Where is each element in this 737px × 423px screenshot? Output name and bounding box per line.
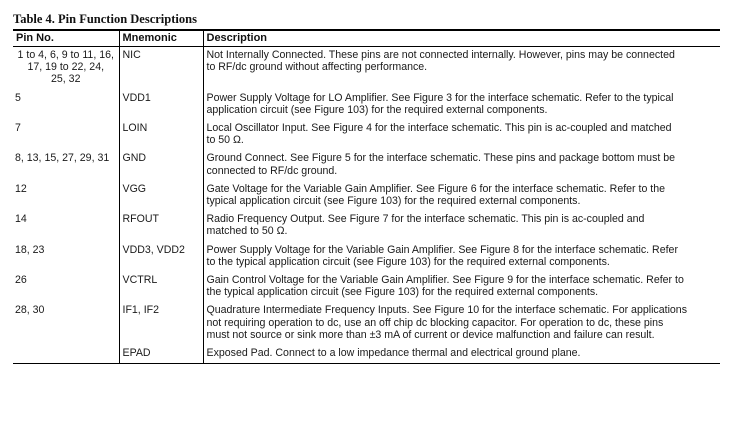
- pin-number-cell: [13, 345, 119, 364]
- table-row: [13, 345, 720, 364]
- description-line: Local Oscillator Input. See Figure 4 for the interface schematic. This pin is ac-coupled and matched: [206, 122, 672, 135]
- pin-number-line: 12: [15, 182, 27, 195]
- pin-number-cell: [13, 150, 119, 180]
- mnemonic-cell: VCTRL: [119, 272, 203, 302]
- description-cell: [203, 302, 720, 345]
- description-line: Gate Voltage for the Variable Gain Amplifier. See Figure 6 for the interface schematic. Refer to the: [206, 182, 666, 195]
- pin-number-line: 18, 23: [15, 243, 45, 256]
- mnemonic-cell: NIC: [119, 47, 203, 90]
- pin-number-line: 28, 30: [15, 304, 45, 317]
- table-row: [13, 150, 720, 180]
- table-row: [13, 90, 720, 120]
- pin-number-cell: [13, 211, 119, 241]
- description-line: Exposed Pad. Connect to a low impedance thermal and electrical ground plane.: [206, 347, 581, 360]
- pin-function-document: [13, 12, 720, 364]
- header-description: Description: [203, 30, 720, 47]
- table-header-row: [13, 30, 720, 47]
- pin-number-cell: [13, 302, 119, 345]
- description-cell: [203, 181, 720, 211]
- table-row: [13, 120, 720, 150]
- mnemonic-cell: LOIN: [119, 120, 203, 150]
- table-row: [13, 242, 720, 272]
- mnemonic-cell: GND: [119, 150, 203, 180]
- description-line: must not source or sink more than ±3 mA of current or device malfunction and failure can result.: [206, 328, 655, 341]
- table-row: [13, 211, 720, 241]
- header-mnemonic: Mnemonic: [119, 30, 203, 47]
- description-cell: [203, 345, 720, 364]
- description-line: Not Internally Connected. These pins are not connected internally. However, pins may be connected: [206, 49, 675, 61]
- mnemonic-cell: VDD3, VDD2: [119, 242, 203, 272]
- description-line: Radio Frequency Output. See Figure 7 for the interface schematic. This pin is ac-coupled and: [206, 213, 645, 226]
- table-title: Table 4. Pin Function Descriptions: [13, 12, 197, 26]
- pin-number-line: 14: [15, 213, 27, 226]
- description-line: to the typical application circuit (see Figure 103) for the required external components.: [206, 255, 610, 268]
- description-cell: [203, 90, 720, 120]
- description-cell: [203, 150, 720, 180]
- pin-number-cell: [13, 181, 119, 211]
- description-line: to RF/dc ground without affecting performance.: [206, 61, 428, 74]
- pin-function-table: [13, 29, 720, 364]
- pin-number-cell: [13, 47, 119, 90]
- table-row: [13, 181, 720, 211]
- mnemonic-cell: RFOUT: [119, 211, 203, 241]
- pin-number-cell: [13, 120, 119, 150]
- pin-number-cell: [13, 90, 119, 120]
- description-line: not requiring operation to dc, use an off chip dc blocking capacitor. For operation to dc, these pins: [206, 316, 664, 329]
- description-line: the typical application circuit (see Figure 103) for the required external components.: [206, 286, 599, 299]
- description-cell: [203, 211, 720, 241]
- pin-number-line: 25, 32: [51, 73, 81, 86]
- header-pin-no: Pin No.: [13, 30, 119, 47]
- description-line: Power Supply Voltage for LO Amplifier. See Figure 3 for the interface schematic. Refer to the typical: [206, 91, 674, 104]
- description-cell: [203, 47, 720, 90]
- description-line: connected to RF/dc ground.: [206, 164, 338, 177]
- description-line: to 50 Ω.: [206, 134, 244, 147]
- pin-number-line: 8, 13, 15, 27, 29, 31: [15, 152, 110, 165]
- description-line: Gain Control Voltage for the Variable Gain Amplifier. See Figure 9 for the interface schematic. Refer to: [206, 274, 684, 287]
- description-line: Ground Connect. See Figure 5 for the interface schematic. These pins and package bottom must be: [206, 152, 676, 165]
- pin-number-line: 17, 19 to 22, 24,: [27, 61, 105, 74]
- description-cell: [203, 120, 720, 150]
- mnemonic-cell: VGG: [119, 181, 203, 211]
- mnemonic-cell: VDD1: [119, 90, 203, 120]
- description-line: typical application circuit (see Figure 103) for the required external components.: [206, 195, 581, 208]
- description-line: matched to 50 Ω.: [206, 225, 288, 238]
- pin-number-cell: [13, 242, 119, 272]
- mnemonic-cell: IF1, IF2: [119, 302, 203, 345]
- description-line: Quadrature Intermediate Frequency Inputs. See Figure 10 for the interface schematic. For applications: [206, 304, 687, 317]
- description-cell: [203, 272, 720, 302]
- table-row: [13, 47, 720, 90]
- pin-number-cell: [13, 272, 119, 302]
- pin-number-line: 7: [15, 122, 21, 135]
- description-line: application circuit (see Figure 103) for the required external components.: [206, 103, 548, 116]
- pin-number-line: 1 to 4, 6, 9 to 11, 16,: [17, 49, 114, 61]
- description-line: Power Supply Voltage for the Variable Gain Amplifier. See Figure 8 for the interface schematic. Refer: [206, 243, 678, 256]
- pin-number-line: 5: [15, 91, 21, 104]
- pin-number-line: 26: [15, 274, 27, 287]
- description-cell: [203, 242, 720, 272]
- table-row: [13, 272, 720, 302]
- mnemonic-cell: EPAD: [119, 345, 203, 364]
- table-row: [13, 302, 720, 345]
